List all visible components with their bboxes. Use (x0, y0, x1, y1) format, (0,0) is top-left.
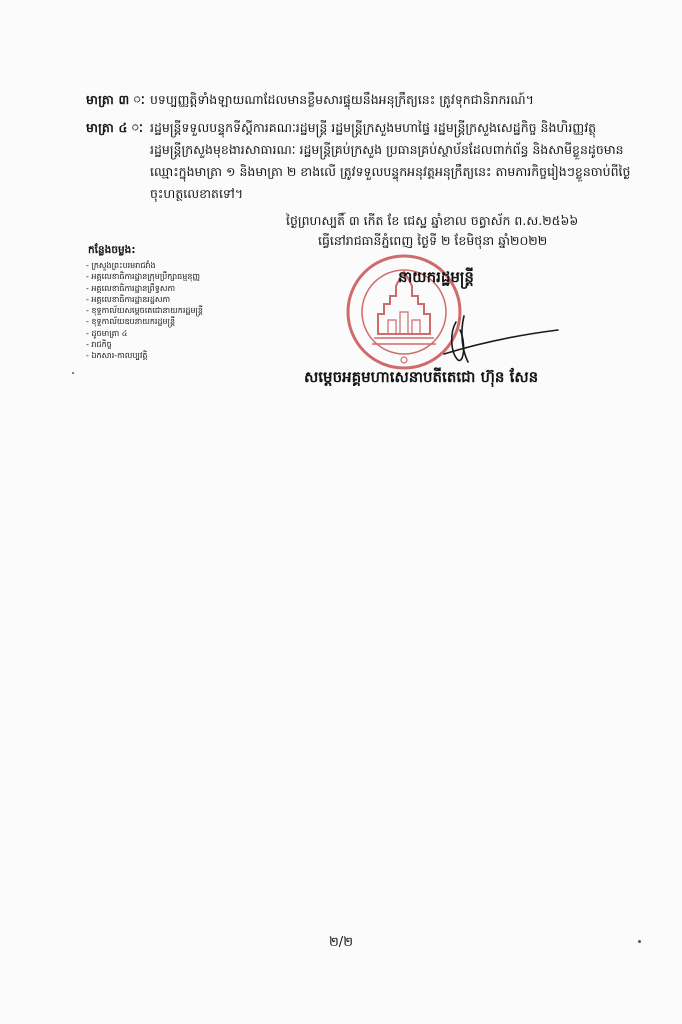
cc-item: - រាជកិច្ច (86, 340, 112, 350)
cc-item: - ឯកសារ-កាលប្បវត្តិ (86, 351, 148, 361)
cc-item: - អគ្គលេខាធិការដ្ឋានរដ្ឋសភា (86, 294, 171, 304)
cc-item: - អគ្គលេខាធិការដ្ឋានក្រុមប្រឹក្សាធម្មនុញ្ញ (86, 272, 201, 282)
article-4 (86, 120, 646, 210)
article-4-line: ឈ្មោះក្នុងមាត្រា ១ និងមាត្រា ២ ខាងលើ ត្រូវទទួលបន្ទុកអនុវត្តអនុក្រឹត្យនេះ តាមភារកិច្ចរៀងៗខ្លួនចាប់ពីថ្ងៃ (150, 164, 631, 179)
page-number: ២/២ (328, 935, 354, 950)
cc-item: - ខុទ្ទកាល័យឧបនាយករដ្ឋមន្ត្រី (86, 317, 176, 327)
cc-item: - អគ្គលេខាធិការដ្ឋានព្រឹទ្ធសភា (86, 283, 176, 293)
cc-item: - ដូចមាត្រា ៤ (86, 328, 128, 338)
scan-speck (638, 940, 641, 943)
article-3 (86, 92, 646, 112)
date-lunar: ថ្ងៃព្រហស្បតិ៍ ៣ កើត ខែ ជេស្ឋ ឆ្នាំខាល ចត្វាស័ក ព.ស.២៥៦៦ (286, 213, 579, 228)
office-title: នាយករដ្ឋមន្ត្រី (398, 268, 474, 286)
handwritten-signature-icon (420, 302, 560, 372)
article-4-line: រដ្ឋមន្ត្រីក្រសួងមុខងារសាធារណៈ រដ្ឋមន្ត្រីគ្រប់ក្រសួង ប្រធានគ្រប់ស្ថាប័នដែលពាក់ព័ន្ធ និងសាមីខ្លួនដូចមាន (150, 142, 624, 157)
date-solar: ធ្វើនៅរាជធានីភ្នំពេញ ថ្ងៃទី ២ ខែមិថុនា ឆ្នាំ២០២២ (318, 233, 548, 248)
cc-item: - ខុទ្ទកាល័យសម្តេចតេជោនាយករដ្ឋមន្ត្រី (86, 306, 203, 316)
article-4-label: មាត្រា ៤ ៈ (86, 120, 144, 135)
cc-item: - ក្រសួងព្រះបរមរាជវាំង (86, 261, 156, 270)
article-3-text: បទប្បញ្ញត្តិទាំងឡាយណាដែលមានខ្លឹមសារផ្ទុយនឹងអនុក្រឹត្យនេះ ត្រូវទុកជានិរាករណ៍។ (150, 92, 534, 107)
cc-title: កន្លែងចម្លង: (88, 244, 136, 256)
scan-speck (72, 372, 74, 374)
cc-list (86, 260, 203, 362)
signer-name: សម្តេចអគ្គមហាសេនាបតីតេជោ ហ៊ុន សែន (304, 368, 539, 386)
article-4-line: ចុះហត្ថលេខាតទៅ។ (150, 186, 244, 201)
article-4-line: រដ្ឋមន្ត្រីទទួលបន្ទុកទីស្តីការគណៈរដ្ឋមន្ត្រី រដ្ឋមន្ត្រីក្រសួងមហាផ្ទៃ រដ្ឋមន្ត្រីក្រសួងសេដ្ឋកិច្ច និងហិរញ្ញវត្ថុ (150, 120, 597, 135)
article-3-label: មាត្រា ៣ ៈ (86, 92, 145, 107)
